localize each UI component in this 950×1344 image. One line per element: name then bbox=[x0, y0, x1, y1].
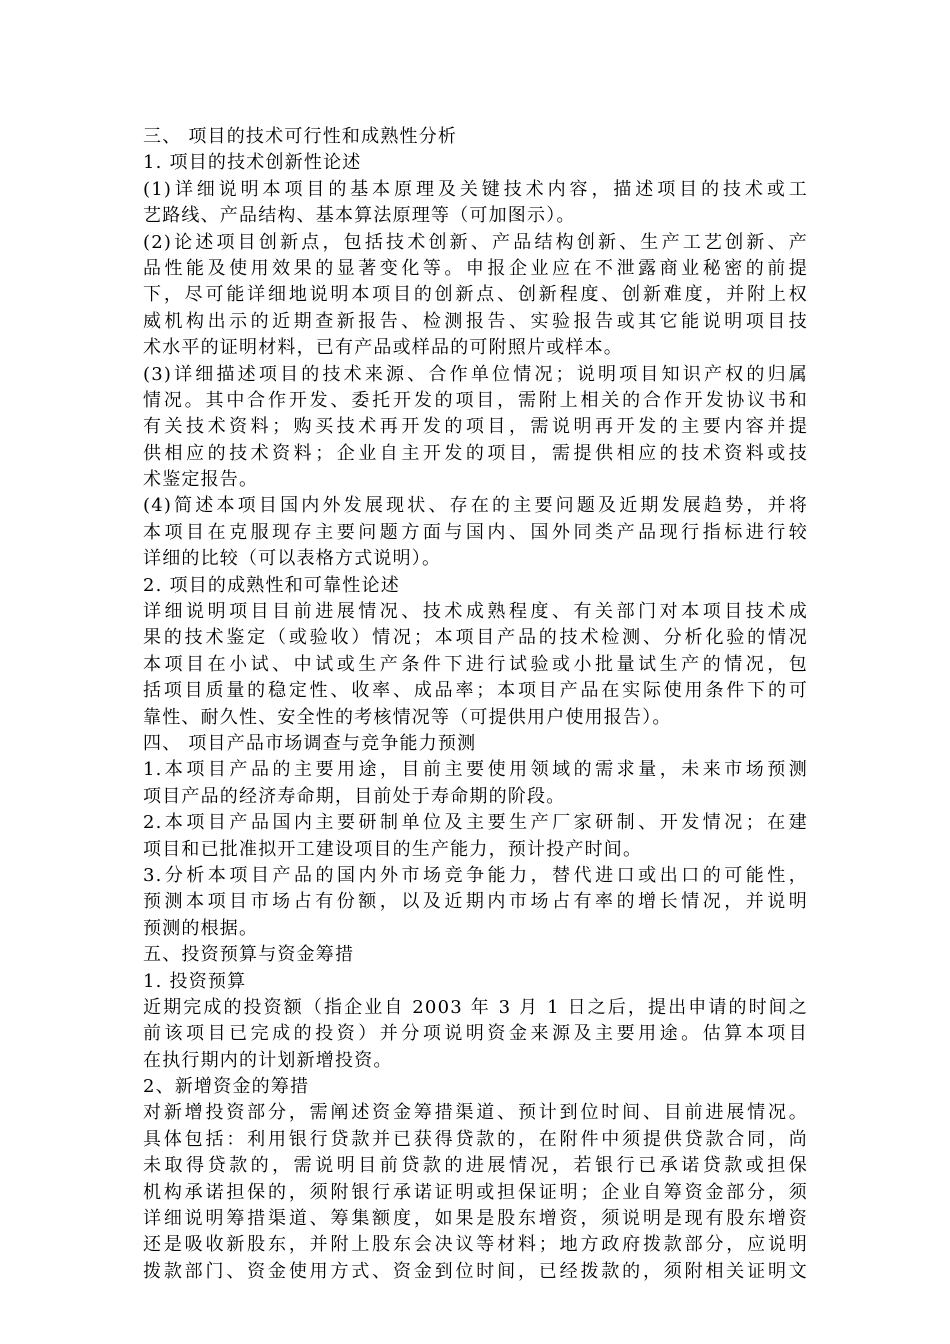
paragraph-line: 本项目在克服现存主要问题方面与国内、国外同类产品现行指标进行较 bbox=[143, 521, 808, 543]
paragraph-line: 品性能及使用效果的显著变化等。申报企业应在不泄露商业秘密的前提 bbox=[143, 257, 808, 279]
paragraph-line: 机构承诺担保的，须附银行承诺证明或担保证明；企业自筹资金部分，须 bbox=[143, 1181, 808, 1203]
paragraph-line: 情况。其中合作开发、委托开发的项目，需附上相关的合作开发协议书和 bbox=[143, 389, 808, 411]
section-heading-5: 五、投资预算与资金筹措 bbox=[143, 944, 355, 966]
paragraph-line: 拨款部门、资金使用方式、资金到位时间，已经拨款的，须附相关证明文 bbox=[143, 1260, 808, 1282]
paragraph-line: (3)详细描述项目的技术来源、合作单位情况；说明项目知识产权的归属 bbox=[143, 363, 808, 385]
paragraph-line: 2.本项目产品国内主要研制单位及主要生产厂家研制、开发情况；在建 bbox=[143, 812, 808, 834]
paragraph-line: 具体包括：利用银行贷款并已获得贷款的，在附件中须提供贷款合同，尚 bbox=[143, 1128, 808, 1150]
paragraph-line: 果的技术鉴定（或验收）情况；本项目产品的技术检测、分析化验的情况 bbox=[143, 627, 808, 649]
paragraph-line: 3.分析本项目产品的国内外市场竞争能力，替代进口或出口的可能性， bbox=[143, 864, 808, 886]
paragraph-line: 威机构出示的近期查新报告、检测报告、实验报告或其它能说明项目技 bbox=[143, 310, 808, 332]
section-heading-4: 四、 项目产品市场调查与竞争能力预测 bbox=[143, 732, 477, 754]
subheading-3-2: 2. 项目的成熟性和可靠性论述 bbox=[143, 574, 400, 596]
paragraph-line: 下，尽可能详细地说明本项目的创新点、创新程度、创新难度，并附上权 bbox=[143, 284, 808, 306]
paragraph-line: 还是吸收新股东，并附上股东会决议等材料；地方政府拨款部分，应说明 bbox=[143, 1234, 808, 1256]
paragraph-line: 预测本项目市场占有份额，以及近期内市场占有率的增长情况，并说明 bbox=[143, 891, 808, 913]
paragraph-line: 前该项目已完成的投资）并分项说明资金来源及主要用途。估算本项目 bbox=[143, 1023, 808, 1045]
paragraph-line: 术鉴定报告。 bbox=[143, 469, 259, 491]
section-heading-3: 三、 项目的技术可行性和成熟性分析 bbox=[143, 126, 458, 147]
paragraph-line: 近期完成的投资额（指企业自 2003 年 3 月 1 日之后，提出申请的时间之 bbox=[143, 996, 808, 1018]
paragraph-line: 靠性、耐久性、安全性的考核情况等（可提供用户使用报告）。 bbox=[143, 706, 672, 728]
paragraph-line: 艺路线、产品结构、基本算法原理等（可加图示）。 bbox=[143, 205, 576, 227]
paragraph-line: 括项目质量的稳定性、收率、成品率；本项目产品在实际使用条件下的可 bbox=[143, 680, 808, 702]
paragraph-line: 预测的根据。 bbox=[143, 917, 259, 939]
paragraph-line: (4)简述本项目国内外发展现状、存在的主要问题及近期发展趋势，并将 bbox=[143, 495, 808, 517]
paragraph-line: 有关技术资料；购买技术再开发的项目，需说明再开发的主要内容并提 bbox=[143, 416, 808, 438]
paragraph-line: (1)详细说明本项目的基本原理及关键技术内容，描述项目的技术或工 bbox=[143, 178, 808, 200]
paragraph-line: 本项目在小试、中试或生产条件下进行试验或小批量试生产的情况，包 bbox=[143, 653, 808, 675]
paragraph-line: 项目和已批准拟开工建设项目的生产能力，预计投产时间。 bbox=[143, 838, 643, 860]
paragraph-line: 未取得贷款的，需说明目前贷款的进展情况，若银行已承诺贷款或担保 bbox=[143, 1155, 808, 1177]
document-body bbox=[143, 124, 808, 1285]
subheading-5-1: 1. 投资预算 bbox=[143, 970, 247, 992]
paragraph-line: 详细说明项目目前进展情况、技术成熟程度、有关部门对本项目技术成 bbox=[143, 601, 808, 623]
paragraph-line: 1.本项目产品的主要用途，目前主要使用领域的需求量，未来市场预测 bbox=[143, 759, 808, 781]
paragraph-line: (2)论述项目创新点，包括技术创新、产品结构创新、生产工艺创新、产 bbox=[143, 231, 808, 253]
subheading-5-2: 2、新增资金的筹措 bbox=[143, 1076, 310, 1098]
subheading-3-1: 1. 项目的技术创新性论述 bbox=[143, 152, 362, 174]
paragraph-line: 详细说明筹措渠道、筹集额度，如果是股东增资，须说明是现有股东增资 bbox=[143, 1208, 808, 1230]
paragraph-line: 对新增投资部分，需阐述资金筹措渠道、预计到位时间、目前进展情况。 bbox=[143, 1102, 808, 1124]
paragraph-line: 在执行期内的计划新增投资。 bbox=[143, 1049, 393, 1071]
paragraph-line: 供相应的技术资料；企业自主开发的项目，需提供相应的技术资料或技 bbox=[143, 442, 808, 464]
paragraph-line: 项目产品的经济寿命期，目前处于寿命期的阶段。 bbox=[143, 785, 566, 807]
paragraph-line: 术水平的证明材料，已有产品或样品的可附照片或样本。 bbox=[143, 337, 623, 359]
paragraph-line: 详细的比较（可以表格方式说明）。 bbox=[143, 548, 442, 570]
